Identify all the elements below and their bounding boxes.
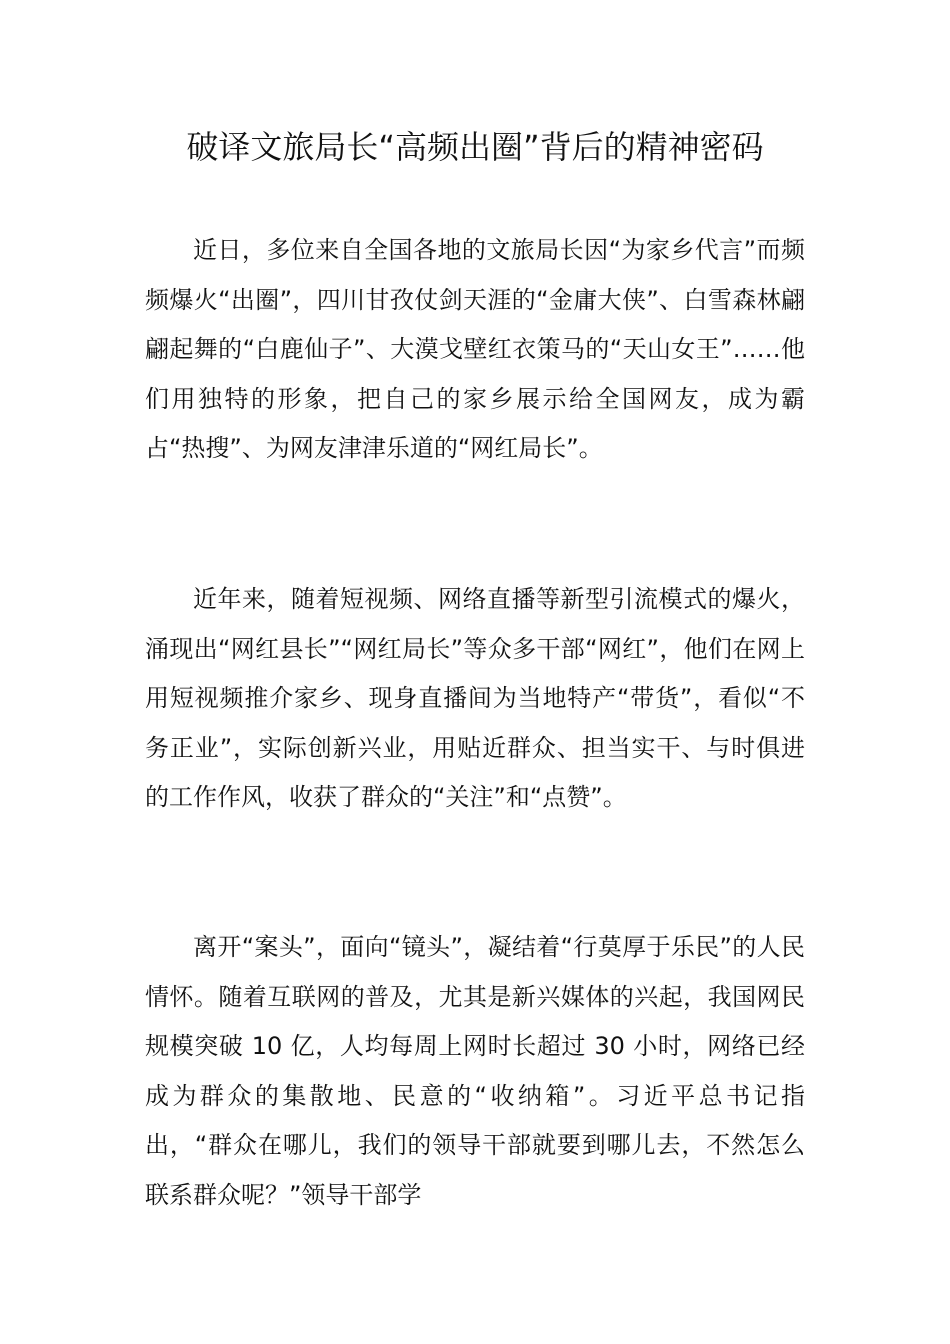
paragraph-1: 近日，多位来自全国各地的文旅局长因“为家乡代言”而频频爆火“出圈”，四川甘孜仗剑天涯的“金庸大侠”、白雪森林翩翩起舞的“白鹿仙子”、大漠戈壁红衣策马的“天山女王”……他们用独特的形象，把自己的家乡展示给全国网友，成为霸占“热搜”、为网友津津乐道的“网红局长”。 [145,236,805,463]
paragraph-3: 离开“案头”，面向“镜头”，凝结着“行莫厚于乐民”的人民情怀。随着互联网的普及，尤其是新兴媒体的兴起，我国网民规模突破 10 亿，人均每周上网时长超过 30 小时，网络已经成为群众的集散地、民意的“收纳箱”。习近平总书记指出，“群众在哪儿，我们的领导干部就要到哪儿去，不然怎么联系群众呢？”领导干部学 [145,933,805,1209]
paragraph-2: 近年来，随着短视频、网络直播等新型引流模式的爆火，涌现出“网红县长”“网红局长”等众多干部“网红”，他们在网上用短视频推介家乡、现身直播间为当地特产“带货”，看似“不务正业”，实际创新兴业，用贴近群众、担当实干、与时俱进的工作作风，收获了群众的“关注”和“点赞”。 [145,585,805,812]
document-title: 破译文旅局长“高频出圈”背后的精神密码 [186,128,764,166]
